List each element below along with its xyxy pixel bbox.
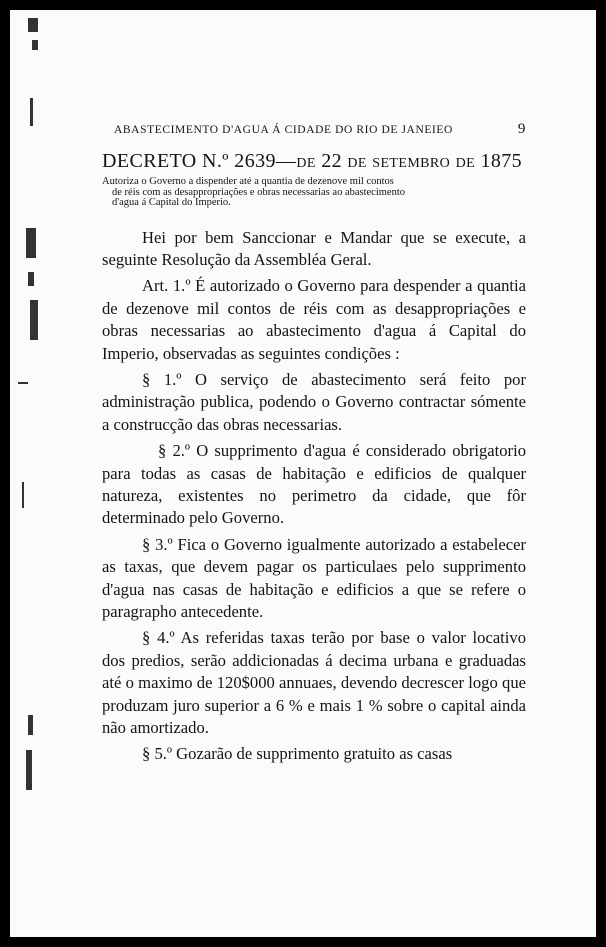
decree-heading xyxy=(102,150,526,173)
decree-de: DE xyxy=(296,156,316,171)
scan-margin-marks xyxy=(10,10,50,937)
page-content xyxy=(102,120,526,770)
decree-day: 22 xyxy=(321,150,342,172)
summary-line: de réis com as desappropriações e obras necessarias ao abastecimento xyxy=(112,186,406,198)
summary-line: d'agua á Capital do Imperio. xyxy=(112,197,231,208)
decree-number: DECRETO N.º 2639— xyxy=(102,150,297,172)
section-4-paragraph: § 4.º As referidas taxas terão por base o valor locativo dos predios, serão addicionadas á decima urbana e graduadas até o maximo de 120$000 annuaes, devendo decrescer logo que produzam juro superior a 6 % e mais 1 % sobre o capital ainda não amortizado. xyxy=(102,628,526,738)
section-2-paragraph: § 2.º O supprimento d'agua é considerado obrigatorio para todas as casas de habitação e edificios de qualquer natureza, existentes no perimetro da cidade, que fôr determinado pelo Governo. xyxy=(102,441,526,528)
section-1-paragraph: § 1.º O serviço de abastecimento será feito por administração publica, podendo o Governo contractar sómente a construcção das obras necessarias. xyxy=(102,369,526,434)
section-3-paragraph: § 3.º Fica o Governo igualmente autorizado a estabelecer as taxas, que devem pagar os particulaes pelo supprimento d'agua nas casas de habitação e edificios a que se refere o paragrapho antecedente. xyxy=(102,534,526,621)
running-head-title: ABASTECIMENTO D'AGUA Á CIDADE DO RIO DE JANEIEO xyxy=(114,124,453,136)
decree-de: DE xyxy=(347,156,367,171)
page-number: 9 xyxy=(517,121,526,137)
summary-line: Autoriza o Governo a dispender até a quantia de dezenove mil contos xyxy=(102,176,394,187)
decree-de: DE xyxy=(455,156,476,171)
running-head xyxy=(102,120,526,140)
document-page xyxy=(10,10,596,937)
decree-summary xyxy=(102,177,526,209)
decree-month: SETEMBRO xyxy=(372,156,451,171)
decree-year: 1875 xyxy=(480,150,523,172)
decree-body xyxy=(102,227,526,766)
article-1-paragraph: Art. 1.º É autorizado o Governo para despender a quantia de dezenove mil contos de réis com as desappropriações e obras necessarias ao abastecimento d'agua á Capital do Imperio, observadas as seguintes condições : xyxy=(102,276,526,363)
section-5-paragraph: § 5.º Gozarão de supprimento gratuito as casas xyxy=(142,744,453,764)
intro-paragraph: Hei por bem Sanccionar e Mandar que se execute, a seguinte Resolução da Assembléa Geral. xyxy=(102,227,526,269)
